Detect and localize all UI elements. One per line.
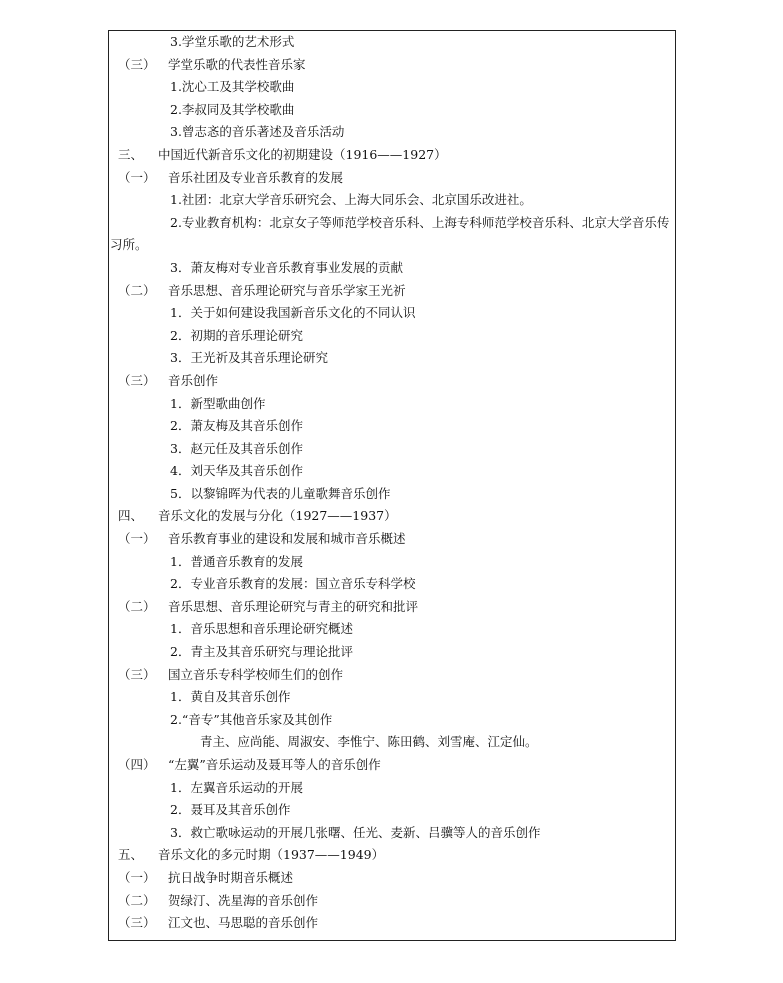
topic-item xyxy=(110,777,674,800)
outline-text: 抗日战争时期音乐概述 xyxy=(168,869,294,885)
outline-number: （三） xyxy=(118,372,156,388)
outline-text: “左翼”音乐运动及聂耳等人的音乐创作 xyxy=(168,757,381,772)
section-heading xyxy=(110,890,674,913)
topic-item xyxy=(110,709,674,732)
section-heading xyxy=(110,596,674,619)
outline-text: 1．普通音乐教育的发展 xyxy=(170,553,303,569)
outline-text: 5．以黎锦晖为代表的儿童歌舞音乐创作 xyxy=(170,485,391,501)
section-heading xyxy=(110,370,674,393)
outline-text: 2．萧友梅及其音乐创作 xyxy=(170,418,303,434)
outline-text: 1．左翼音乐运动的开展 xyxy=(170,779,303,795)
topic-item xyxy=(110,618,674,641)
chapter-heading xyxy=(110,844,674,867)
topic-item xyxy=(110,573,674,596)
outline-number: （二） xyxy=(118,598,156,614)
outline-text: 3.学堂乐歌的艺术形式 xyxy=(170,34,295,49)
section-heading xyxy=(110,912,674,935)
section-heading xyxy=(110,664,674,687)
outline-text: 音乐教育事业的建设和发展和城市音乐概述 xyxy=(168,531,406,547)
outline-number: 五、 xyxy=(118,847,144,863)
outline-number: 三、 xyxy=(118,146,144,162)
topic-item xyxy=(110,483,674,506)
outline-number: （一） xyxy=(118,531,156,547)
outline-number: （三） xyxy=(118,666,156,682)
outline-text: 1．关于如何建设我国新音乐文化的不同认识 xyxy=(170,305,416,321)
outline-text: 1.社团：北京大学音乐研究会、上海大同乐会、北京国乐改进社。 xyxy=(170,192,532,208)
outline-number: （三） xyxy=(118,56,156,72)
section-heading xyxy=(110,54,674,77)
outline-text: 1．黄自及其音乐创作 xyxy=(170,689,291,705)
topic-item xyxy=(110,393,674,416)
topic-item xyxy=(110,415,674,438)
outline-text: 贺绿汀、冼星海的音乐创作 xyxy=(168,892,319,908)
outline-text: 3.曾志忞的音乐著述及音乐活动 xyxy=(170,124,345,140)
section-heading xyxy=(110,280,674,303)
outline-text: 音乐创作 xyxy=(168,372,219,388)
section-heading xyxy=(110,754,674,777)
topic-item xyxy=(110,31,674,54)
outline-text: 2．聂耳及其音乐创作 xyxy=(170,802,291,818)
topic-item xyxy=(110,302,674,325)
outline-text: 4．刘天华及其音乐创作 xyxy=(170,463,303,479)
topic-item xyxy=(110,99,674,122)
outline-text: 1．音乐思想和音乐理论研究概述 xyxy=(170,621,353,637)
topic-item xyxy=(110,347,674,370)
outline-text: 2．专业音乐教育的发展：国立音乐专科学校 xyxy=(170,576,416,592)
topic-item xyxy=(110,686,674,709)
outline-text: 音乐思想、音乐理论研究与音乐学家王光祈 xyxy=(168,282,406,298)
topic-item xyxy=(110,257,674,280)
outline-text: 国立音乐专科学校师生们的创作 xyxy=(168,666,344,682)
outline-text: 江文也、马思聪的音乐创作 xyxy=(168,915,319,931)
outline-text: 2.专业教育机构：北京女子等师范学校音乐科、上海专科师范学校音乐科、北京大学音乐传习所。 xyxy=(110,214,670,253)
outline-number: （二） xyxy=(118,892,156,908)
topic-item xyxy=(110,121,674,144)
outline-text: 中国近代新音乐文化的初期建设（1916——1927） xyxy=(158,146,447,162)
outline-text: 2．初期的音乐理论研究 xyxy=(170,327,303,343)
topic-item xyxy=(110,799,674,822)
outline-text: 2.李叔同及其学校歌曲 xyxy=(170,101,295,117)
topic-item xyxy=(110,189,674,212)
outline-text: 青主、应尚能、周淑安、李惟宁、陈田鹤、刘雪庵、江定仙。 xyxy=(200,734,538,750)
topic-item xyxy=(110,551,674,574)
outline-text: 学堂乐歌的代表性音乐家 xyxy=(168,56,306,72)
chapter-heading xyxy=(110,144,674,167)
topic-item xyxy=(110,438,674,461)
outline-text: 1.沈心工及其学校歌曲 xyxy=(170,79,295,95)
chapter-heading xyxy=(110,505,674,528)
outline-text: 音乐文化的多元时期（1937——1949） xyxy=(158,847,385,863)
outline-number: 四、 xyxy=(118,508,144,524)
outline-text: 1．新型歌曲创作 xyxy=(170,395,266,411)
topic-item xyxy=(110,212,672,257)
detail-item xyxy=(110,731,674,754)
outline-text: 2.“音专”其他音乐家及其创作 xyxy=(170,711,333,727)
outline-text: 音乐社团及专业音乐教育的发展 xyxy=(168,169,344,185)
outline-number: （二） xyxy=(118,282,156,298)
outline-text: 2．青主及其音乐研究与理论批评 xyxy=(170,644,353,660)
topic-item xyxy=(110,325,674,348)
outline-text: 3．王光祈及其音乐理论研究 xyxy=(170,350,328,366)
outline-text: 3．萧友梅对专业音乐教育事业发展的贡献 xyxy=(170,259,403,275)
outline-number: （一） xyxy=(118,869,156,885)
outline-number: （四） xyxy=(118,757,156,772)
outline-text: 3．赵元任及其音乐创作 xyxy=(170,440,303,456)
section-heading xyxy=(110,167,674,190)
outline-number: （三） xyxy=(118,915,156,931)
outline-text: 3．救亡歌咏运动的开展几张曙、任光、麦新、吕骥等人的音乐创作 xyxy=(170,824,541,840)
outline-text: 音乐文化的发展与分化（1927——1937） xyxy=(158,508,397,524)
topic-item xyxy=(110,76,674,99)
topic-item xyxy=(110,641,674,664)
syllabus-outline xyxy=(110,31,674,935)
topic-item xyxy=(110,822,674,845)
section-heading xyxy=(110,528,674,551)
outline-number: （一） xyxy=(118,169,156,185)
topic-item xyxy=(110,460,674,483)
outline-text: 音乐思想、音乐理论研究与青主的研究和批评 xyxy=(168,598,419,614)
section-heading xyxy=(110,867,674,890)
